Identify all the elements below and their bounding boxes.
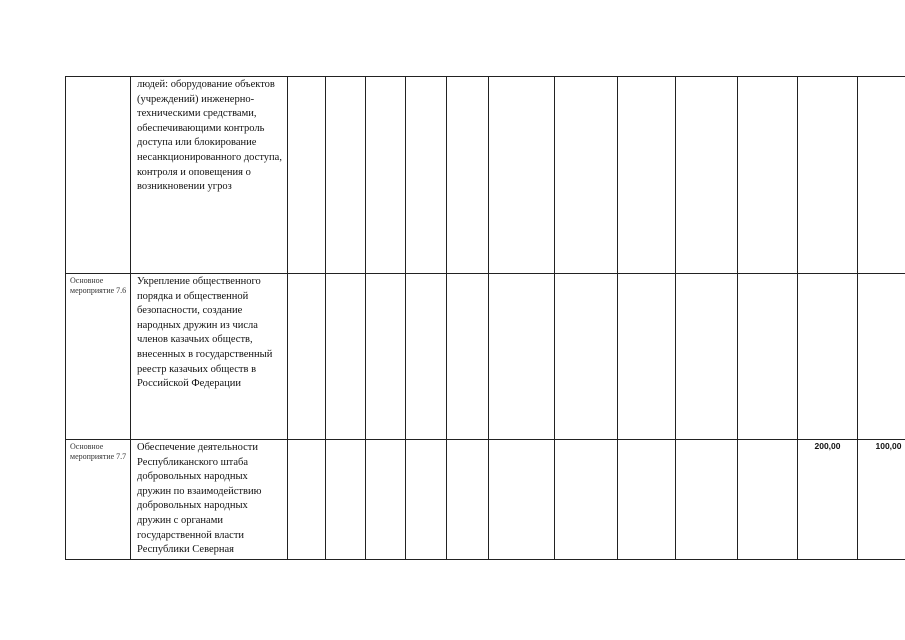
value-cell (489, 274, 555, 440)
value-cell (406, 274, 447, 440)
activity-description-cell: Укрепление общественного порядка и общественной безопасности, создание народных дружин из числа членов казачьих обществ, внесенных в государственный реестр казачьих обществ в Российской Федерации (131, 274, 288, 440)
activity-description-cell: людей: оборудование объектов (учреждений) инженерно-техническими средствами, обеспечивающими контроль доступа или блокирование несанкционированного доступа, контроля и оповещения о возникновении угроз (131, 77, 288, 274)
table-row (66, 77, 905, 274)
activity-code-cell: Основное мероприятие 7.7 (66, 440, 131, 560)
value-cell (406, 77, 447, 274)
value-cell (858, 274, 905, 440)
value-cell: 100,00 (858, 440, 905, 560)
value-cell (858, 77, 905, 274)
value-cell (366, 274, 406, 440)
value-cell (738, 274, 798, 440)
value-cell (738, 440, 798, 560)
value-cell (288, 440, 326, 560)
value-cell (447, 77, 489, 274)
activity-code-cell: Основное мероприятие 7.6 (66, 274, 131, 440)
value-cell (489, 77, 555, 274)
value-cell (676, 77, 738, 274)
value-cell (555, 77, 618, 274)
value-cell (555, 274, 618, 440)
value-cell (798, 274, 858, 440)
value-cell (406, 440, 447, 560)
value-cell (618, 440, 676, 560)
value-cell (366, 77, 406, 274)
value-cell (618, 274, 676, 440)
value-cell (288, 77, 326, 274)
value-cell (676, 274, 738, 440)
value-cell (326, 274, 366, 440)
value-cell (798, 77, 858, 274)
value-cell (288, 274, 326, 440)
value-cell: 200,00 (798, 440, 858, 560)
value-cell (447, 440, 489, 560)
value-cell (676, 440, 738, 560)
value-cell (326, 440, 366, 560)
value-cell (366, 440, 406, 560)
activity-code-cell (66, 77, 131, 274)
activity-description-cell: Обеспечение деятельности Республиканского штаба добровольных народных дружин по взаимодействию добровольных народных дружин с органами государственной власти Республики Северная (131, 440, 288, 560)
value-cell (738, 77, 798, 274)
table-row (66, 274, 905, 440)
table-row (66, 440, 905, 560)
value-cell (489, 440, 555, 560)
value-cell (618, 77, 676, 274)
value-cell (326, 77, 366, 274)
value-cell (555, 440, 618, 560)
value-cell (447, 274, 489, 440)
program-activities-table (65, 76, 905, 560)
